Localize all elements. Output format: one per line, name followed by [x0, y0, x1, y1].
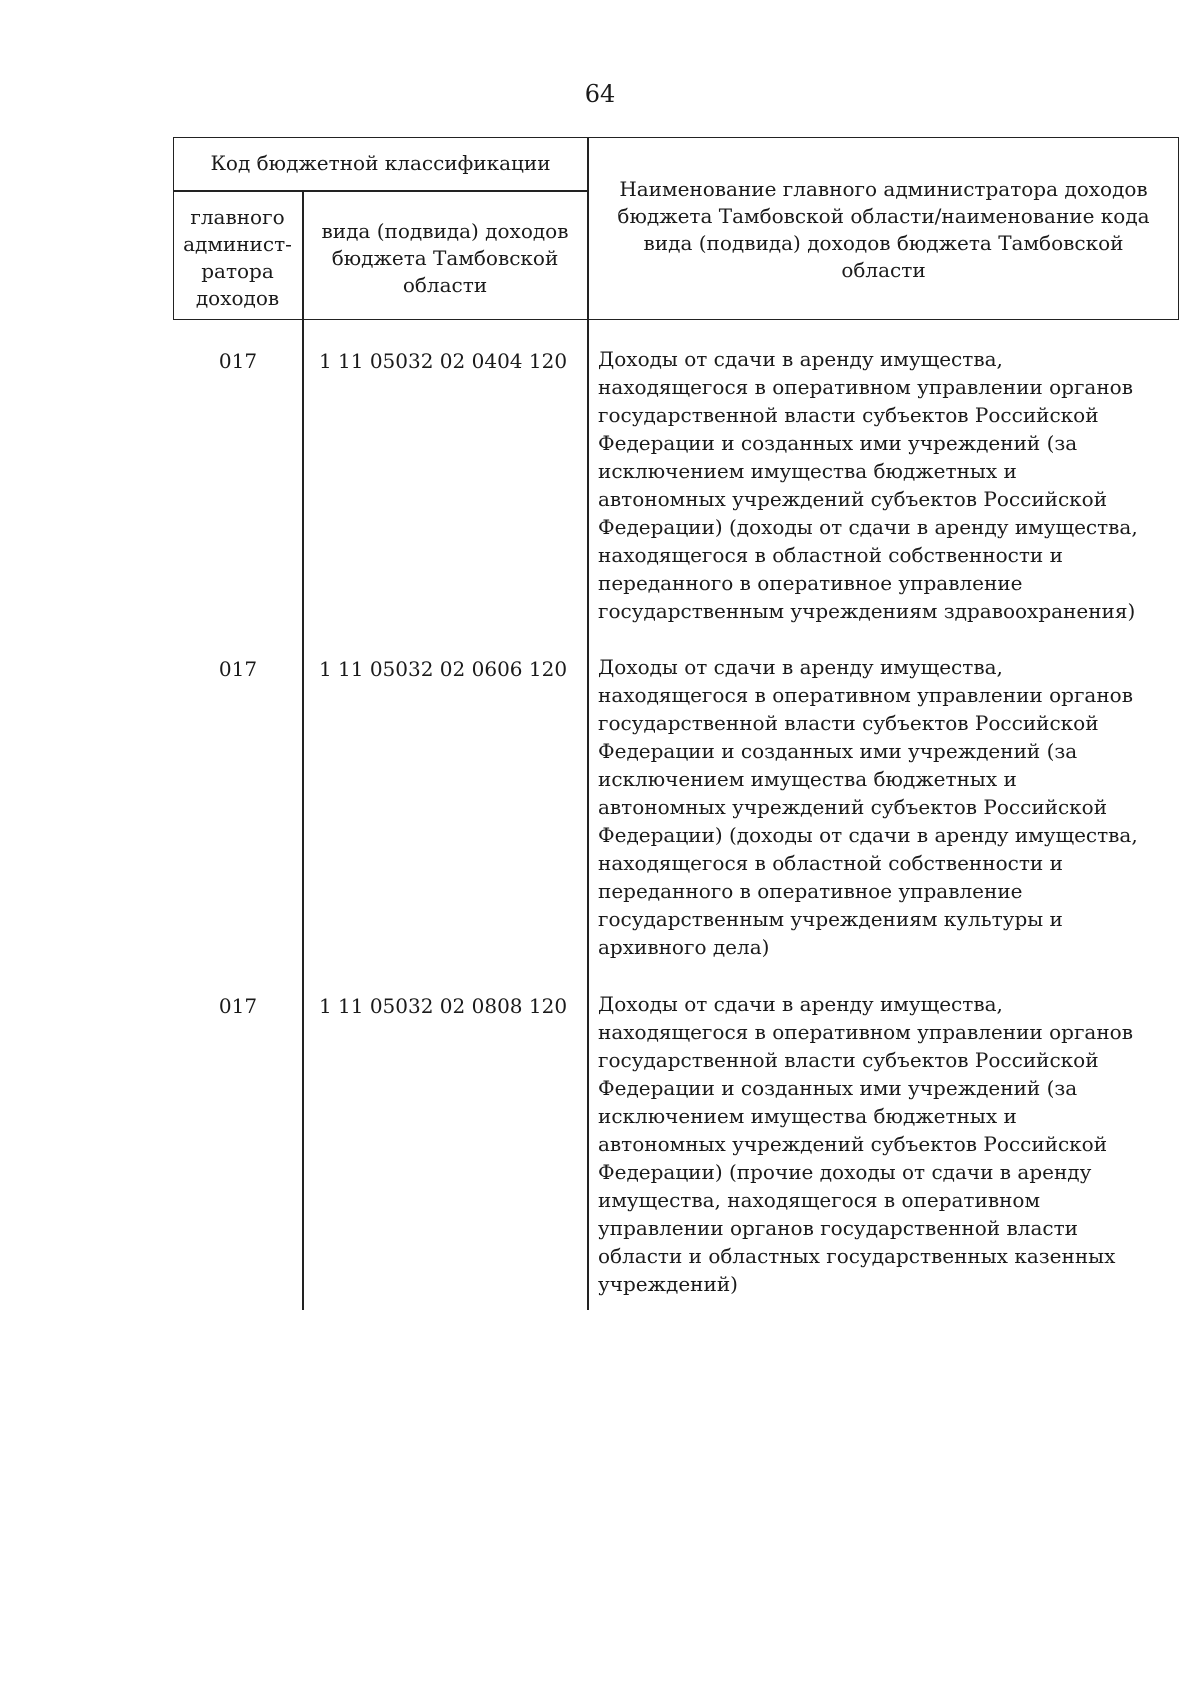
- row-3-name: [598, 990, 1168, 1298]
- row-3-name-line: Федерации) (прочие доходы от сдачи в аренду: [598, 1160, 1092, 1184]
- header-col-kind: [303, 218, 587, 299]
- body-divider-codes: [302, 320, 304, 1310]
- row-3-name-line: имущества, находящегося в оперативном: [598, 1188, 1041, 1212]
- row-3-name-line: исключением имущества бюджетных и: [598, 1104, 1017, 1128]
- header-col-admin-line: админист-: [183, 232, 292, 256]
- row-1-name: [598, 345, 1168, 625]
- row-3-name-line: Федерации и созданных ими учреждений (за: [598, 1076, 1078, 1100]
- row-2-name-line: архивного дела): [598, 935, 770, 959]
- row-3-name-line: автономных учреждений субъектов Российской: [598, 1132, 1108, 1156]
- body-divider-main: [587, 320, 589, 1310]
- row-1-name-line: автономных учреждений субъектов Российской: [598, 487, 1108, 511]
- row-1-kind-code: 1 11 05032 02 0404 120: [318, 349, 568, 373]
- row-1-name-line: находящегося в оперативном управлении органов: [598, 375, 1133, 399]
- row-1-name-line: государственным учреждениям здравоохранения): [598, 599, 1136, 623]
- row-2-name-line: Доходы от сдачи в аренду имущества,: [598, 655, 1003, 679]
- row-2-name: [598, 653, 1168, 961]
- page-number: 64: [584, 80, 616, 108]
- row-3-name-line: учреждений): [598, 1272, 738, 1296]
- row-2-name-line: автономных учреждений субъектов Российской: [598, 795, 1108, 819]
- row-1-admin-code: 017: [218, 349, 258, 373]
- header-col-admin: [173, 204, 302, 312]
- row-3-name-line: области и областных государственных казенных: [598, 1244, 1116, 1268]
- header-col-name-line: области: [841, 258, 926, 282]
- row-2-name-line: Федерации) (доходы от сдачи в аренду имущества,: [598, 823, 1138, 847]
- row-3-name-line: управлении органов государственной власти: [598, 1216, 1078, 1240]
- row-2-name-line: государственным учреждениям культуры и: [598, 907, 1063, 931]
- row-1-name-line: находящегося в областной собственности и: [598, 543, 1063, 567]
- header-col-admin-line: доходов: [195, 286, 280, 310]
- row-3-name-line: находящегося в оперативном управлении органов: [598, 1020, 1133, 1044]
- row-2-kind-code: 1 11 05032 02 0606 120: [318, 657, 568, 681]
- header-divider-group: [173, 190, 588, 192]
- header-col-name-line: вида (подвида) доходов бюджета Тамбовской: [643, 231, 1124, 255]
- header-col-kind-line: бюджета Тамбовской: [331, 246, 559, 270]
- header-col-name: [588, 176, 1179, 284]
- header-col-name-line: Наименование главного администратора доходов: [619, 177, 1148, 201]
- row-1-name-line: исключением имущества бюджетных и: [598, 459, 1017, 483]
- row-2-name-line: исключением имущества бюджетных и: [598, 767, 1017, 791]
- row-2-name-line: государственной власти субъектов Российской: [598, 711, 1099, 735]
- row-1-name-line: Федерации и созданных ими учреждений (за: [598, 431, 1078, 455]
- row-2-name-line: находящегося в оперативном управлении органов: [598, 683, 1133, 707]
- row-3-name-line: Доходы от сдачи в аренду имущества,: [598, 992, 1003, 1016]
- header-col-kind-line: области: [402, 273, 488, 297]
- row-2-admin-code: 017: [218, 657, 258, 681]
- row-1-name-line: Федерации) (доходы от сдачи в аренду имущества,: [598, 515, 1138, 539]
- row-3-kind-code: 1 11 05032 02 0808 120: [318, 994, 568, 1018]
- header-col-kind-line: вида (подвида) доходов: [321, 219, 569, 243]
- row-1-name-line: Доходы от сдачи в аренду имущества,: [598, 347, 1003, 371]
- row-1-name-line: государственной власти субъектов Российской: [598, 403, 1099, 427]
- row-2-name-line: находящегося в областной собственности и: [598, 851, 1063, 875]
- row-3-admin-code: 017: [218, 994, 258, 1018]
- row-2-name-line: переданного в оперативное управление: [598, 879, 1023, 903]
- header-col-admin-line: главного: [190, 205, 285, 229]
- row-1-name-line: переданного в оперативное управление: [598, 571, 1023, 595]
- row-3-name-line: государственной власти субъектов Российской: [598, 1048, 1099, 1072]
- header-group-label: Код бюджетной классификации: [210, 151, 551, 175]
- row-2-name-line: Федерации и созданных ими учреждений (за: [598, 739, 1078, 763]
- header-col-admin-line: ратора: [201, 259, 274, 283]
- header-col-name-line: бюджета Тамбовской области/наименование кода: [617, 204, 1150, 228]
